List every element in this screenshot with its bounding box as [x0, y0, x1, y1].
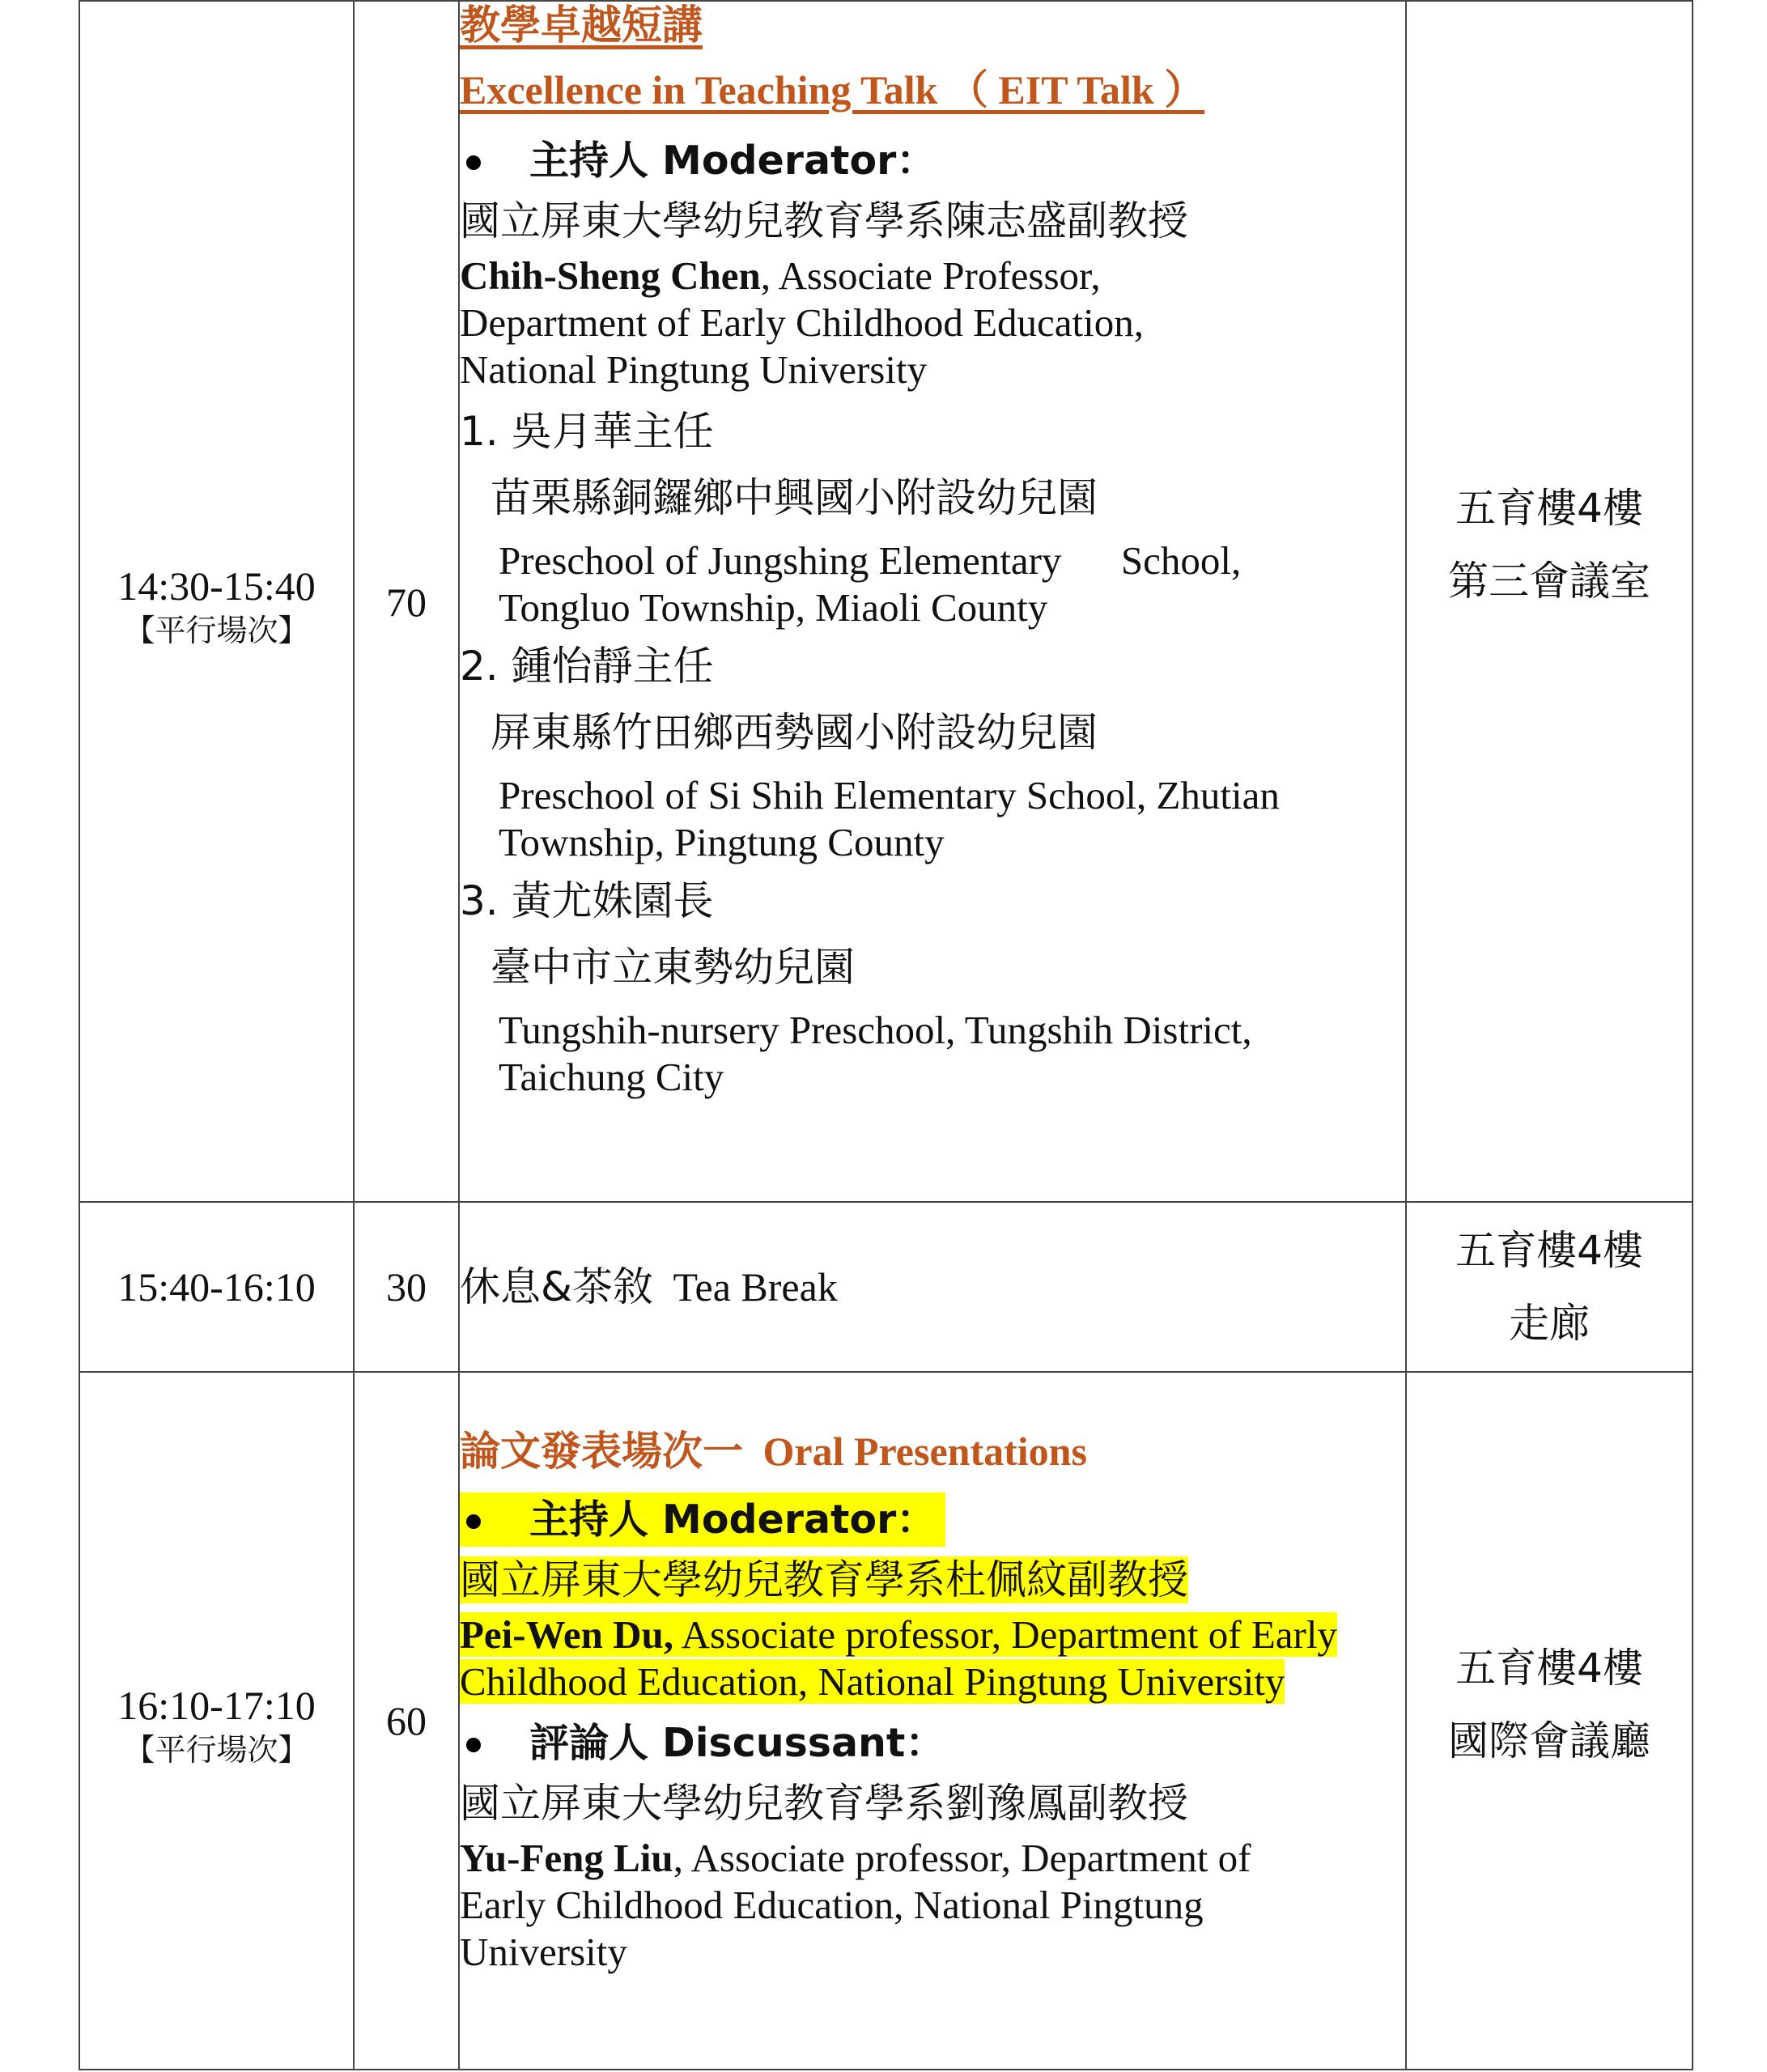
venue-cell	[1406, 1, 1693, 1202]
moderator-name: Pei-Wen Du,	[460, 1612, 674, 1657]
discussant-univ: University	[460, 1930, 627, 1974]
discussant-dept: Early Childhood Education, National Pingtung	[460, 1883, 1204, 1927]
venue-building: 五育樓4樓	[1455, 485, 1643, 532]
speaker-1-org-en	[460, 537, 1405, 631]
discussant-name: Yu-Feng Liu	[460, 1836, 673, 1880]
time-cell	[79, 1372, 354, 2070]
time-cell	[79, 1, 354, 1202]
session-note: 【平行場次】	[124, 1731, 309, 1768]
break-label-en: Tea Break	[673, 1263, 838, 1310]
moderator-label: 主持人 Moderator：	[529, 138, 937, 184]
table-row	[79, 1372, 1693, 2070]
venue-room: 走廊	[1509, 1300, 1590, 1347]
moderator-heading	[460, 1497, 1405, 1543]
moderator-zh-text: 國立屏東大學幼兒教育學系杜佩紋副教授	[460, 1556, 1188, 1603]
moderator-zh	[460, 1553, 1405, 1607]
minutes-cell: 70	[354, 1, 459, 1202]
venue-building: 五育樓4樓	[1455, 1227, 1643, 1274]
venue-building: 五育樓4樓	[1455, 1645, 1643, 1692]
discussant-title: , Associate professor, Department of	[673, 1836, 1251, 1880]
speaker-1: 1. 吳月華主任	[460, 408, 714, 455]
speaker-1-org-en-line1: Preschool of Jungshing Elementary School,	[499, 538, 1242, 583]
moderator-title: , Associate Professor,	[760, 253, 1101, 298]
session-title-en: Oral Presentations	[762, 1429, 1087, 1474]
moderator-dept: Childhood Education, National Pingtung University	[460, 1659, 1285, 1704]
moderator-univ: National Pingtung University	[460, 347, 928, 392]
speaker-3-org-en	[460, 1007, 1405, 1101]
speaker-2-org-zh: 屏東縣竹田鄉西勢國小附設幼兒園	[491, 709, 1098, 756]
speaker-1-org-zh: 苗栗縣銅鑼鄉中興國小附設幼兒園	[491, 474, 1098, 521]
speaker-3: 3. 黃尤姝園長	[460, 877, 714, 924]
discussant-en	[460, 1835, 1405, 1976]
speaker-2-org-en-line1: Preschool of Si Shih Elementary School, Zhutian	[499, 773, 1280, 817]
program-cell	[459, 1372, 1406, 2070]
discussant-label: 評論人 Discussant：	[529, 1720, 945, 1766]
speaker-3-org-en-line1: Tungshih-nursery Preschool, Tungshih District,	[499, 1008, 1252, 1052]
session-title-en: Excellence in Teaching Talk （ EIT Talk ）	[460, 67, 1205, 113]
session-note: 【平行場次】	[124, 612, 309, 648]
minutes-cell: 30	[354, 1202, 459, 1372]
time-range: 15:40-16:10	[117, 1263, 316, 1310]
moderator-name: Chih-Sheng Chen	[460, 253, 761, 298]
moderator-en	[460, 1611, 1405, 1705]
moderator-dept: Department of Early Childhood Education,	[460, 300, 1145, 345]
break-label-zh: 休息&茶敘	[460, 1263, 653, 1310]
session-title-zh: 教學卓越短講	[460, 2, 703, 49]
speaker-2-org-en	[460, 772, 1405, 866]
moderator-title: Associate professor, Department of Early	[673, 1612, 1337, 1657]
venue-cell	[1406, 1202, 1693, 1372]
bullet-icon	[466, 1738, 481, 1752]
venue-room: 國際會議廳	[1448, 1717, 1650, 1764]
time-cell	[79, 1202, 354, 1372]
moderator-heading	[460, 138, 1405, 185]
speaker-3-org-zh: 臺中市立東勢幼兒園	[491, 944, 855, 991]
table-row	[79, 1202, 1693, 1372]
moderator-en	[460, 253, 1405, 393]
agenda-table	[79, 0, 1693, 2070]
minutes-cell: 60	[354, 1372, 459, 2070]
venue-cell	[1406, 1372, 1693, 2070]
program-cell	[459, 1, 1406, 1202]
discussant-heading	[460, 1720, 1405, 1767]
venue-room: 第三會議室	[1448, 558, 1650, 605]
moderator-zh: 國立屏東大學幼兒教育學系陳志盛副教授	[460, 197, 1188, 244]
moderator-label: 主持人 Moderator：	[529, 1497, 937, 1543]
speaker-1-org-en-line2: Tongluo Township, Miaoli County	[499, 585, 1048, 630]
speaker-3-org-en-line2: Taichung City	[499, 1055, 724, 1099]
discussant-zh: 國立屏東大學幼兒教育學系劉豫鳳副教授	[460, 1780, 1188, 1827]
bullet-icon	[466, 1514, 481, 1529]
time-range: 14:30-15:40	[117, 563, 316, 609]
table-row	[79, 1, 1693, 1202]
speaker-2-org-en-line2: Township, Pingtung County	[499, 820, 945, 864]
bullet-icon	[466, 155, 481, 170]
program-cell	[459, 1202, 1406, 1372]
time-range: 16:10-17:10	[117, 1683, 316, 1728]
speaker-2: 2. 鍾怡靜主任	[460, 643, 714, 690]
session-title-zh: 論文發表場次一	[460, 1428, 743, 1475]
